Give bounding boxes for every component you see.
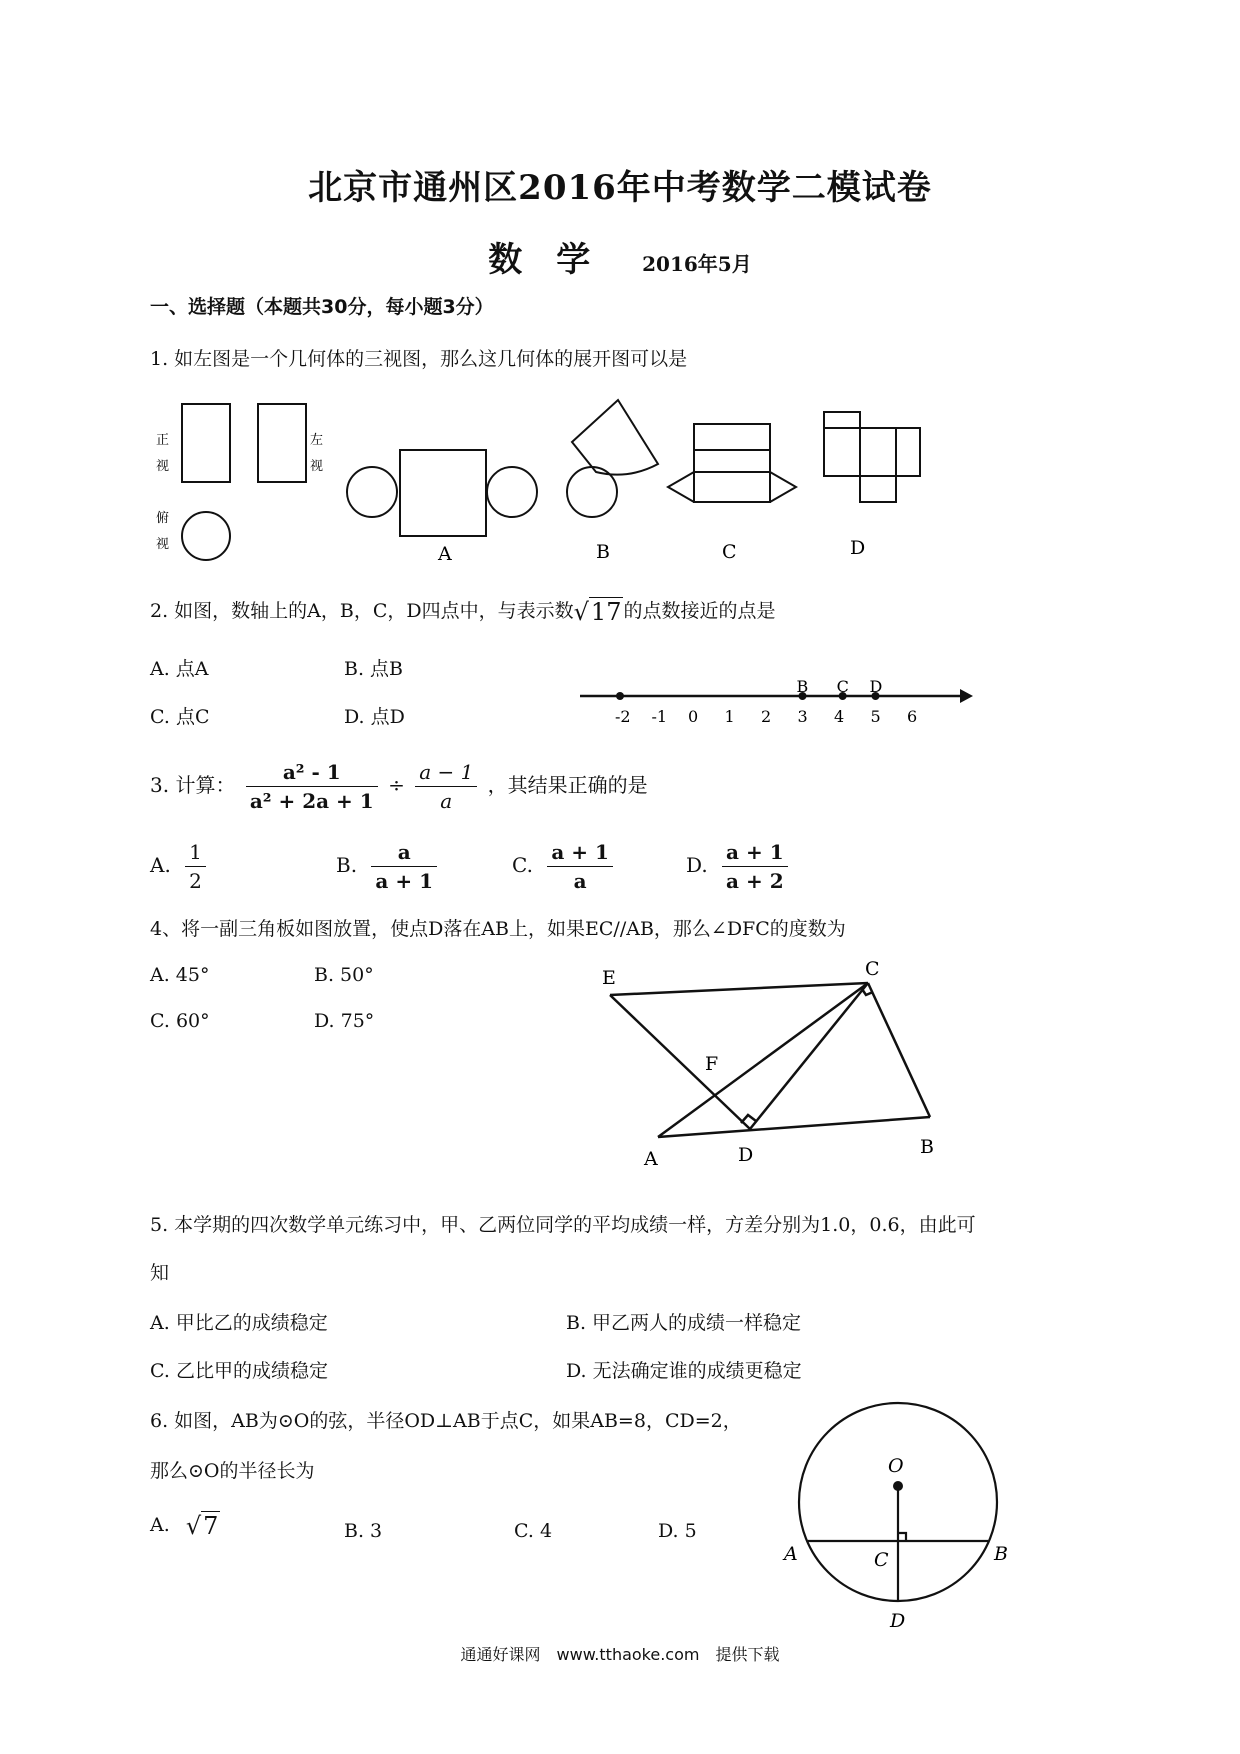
q3-option-c <box>512 840 617 893</box>
q3-opt-c-frac <box>547 840 613 893</box>
q3-opt-a-num: 1 <box>185 840 206 867</box>
view-front-label: 正视 <box>156 433 170 474</box>
q3-opt-a-frac <box>185 840 206 893</box>
page-title: 北京市通州区2016年中考数学二模试卷 <box>308 168 932 208</box>
side-view-rect <box>258 404 306 482</box>
q3-opt-d-frac <box>722 840 788 893</box>
q5-option-d: D. 无法确定谁的成绩更稳定 <box>566 1360 802 1382</box>
q1-figure <box>150 390 950 570</box>
q2-radicand: 17 <box>590 598 622 626</box>
q1-label-b: B <box>596 541 610 563</box>
q6-point-c: C <box>874 1549 889 1571</box>
q1-label-a: A <box>438 543 452 565</box>
q3-frac2-den: a <box>440 789 453 813</box>
q2-text-pre: 2. 如图，数轴上的A，B，C，D四点中，与表示数 <box>150 600 574 622</box>
q1-label-d: D <box>850 537 866 559</box>
subtitle <box>0 232 1240 281</box>
q3-frac1-den: a² + 2a + 1 <box>249 789 374 813</box>
axis-tick-label: -1 <box>651 707 668 724</box>
q3-option-d <box>686 840 792 893</box>
q4-point-f: F <box>705 1053 719 1075</box>
q6-figure <box>776 1390 1016 1630</box>
q3-opt-b-den: a + 1 <box>375 869 433 893</box>
q3-opt-a-den: 2 <box>189 869 202 893</box>
q3-opt-c-den: a <box>573 869 587 893</box>
q6-point-a: A <box>784 1543 798 1565</box>
q2-option-c: C. 点C <box>150 706 210 728</box>
q3-opt-b-label: B. <box>336 853 358 877</box>
q3-opt-d-den: a + 2 <box>726 869 784 893</box>
q3-frac1 <box>246 760 378 813</box>
q4-point-b: B <box>920 1136 934 1158</box>
axis-tick-label: 6 <box>907 707 918 724</box>
q2-text <box>150 596 775 626</box>
q6-text-line2: 那么⊙O的半径长为 <box>150 1460 315 1482</box>
q6-text-line1: 6. 如图，AB为⊙O的弦，半径OD⊥AB于点C，如果AB=8，CD=2， <box>150 1410 742 1432</box>
q3-option-a <box>150 840 210 893</box>
q3-expression <box>150 760 648 813</box>
point-a-marker <box>616 692 624 700</box>
q5-text-line2: 知 <box>150 1262 170 1284</box>
q5-option-b: B. 甲乙两人的成绩一样稳定 <box>566 1312 802 1334</box>
axis-tick-label: 3 <box>797 707 808 724</box>
point-label: C <box>836 677 849 696</box>
q3-suffix: ，其结果正确的是 <box>487 773 648 797</box>
q5-option-c: C. 乙比甲的成绩稳定 <box>150 1360 328 1382</box>
q3-opt-a-label: A. <box>150 853 171 877</box>
front-view-rect <box>182 404 230 482</box>
q4-point-d: D <box>738 1144 754 1165</box>
q2-option-d: D. 点D <box>344 706 405 728</box>
q3-option-b <box>336 840 441 893</box>
q4-option-b: B. 50° <box>314 964 374 986</box>
q6-opt-a-label: A. <box>150 1514 170 1536</box>
q3-opt-c-num: a + 1 <box>547 840 613 867</box>
exam-date: 2016年5月 <box>642 251 752 276</box>
q3-opt-d-num: a + 1 <box>722 840 788 867</box>
q5-option-a: A. 甲比乙的成绩稳定 <box>150 1312 328 1334</box>
axis-tick-label: 4 <box>834 707 845 724</box>
q3-frac2 <box>415 760 477 813</box>
q6-point-b: B <box>994 1543 1008 1565</box>
q4-option-d: D. 75° <box>314 1010 375 1032</box>
q4-point-e: E <box>602 967 616 989</box>
q3-frac1-num: a² - 1 <box>246 760 378 787</box>
q3-opt-c-label: C. <box>512 853 533 877</box>
point-label: B <box>796 677 809 696</box>
q6-option-a <box>150 1512 220 1540</box>
q3-opt-b-num: a <box>371 840 437 867</box>
q3-opt-d-label: D. <box>686 853 708 877</box>
subject-label: 数 学 <box>488 240 591 280</box>
axis-tick-label: 0 <box>688 707 699 724</box>
q4-option-c: C. 60° <box>150 1010 210 1032</box>
q6-point-o: O <box>888 1455 904 1477</box>
q1-label-c: C <box>722 541 737 563</box>
q6-opt-a-sqrt: √7 <box>185 1512 219 1540</box>
section-heading: 一、选择题（本题共30分，每小题3分） <box>150 296 494 318</box>
q4-text: 4、将一副三角板如图放置，使点D落在AB上，如果EC//AB，那么∠DFC的度数为 <box>150 918 846 940</box>
q4-figure <box>590 955 960 1165</box>
q5-text-line1: 5. 本学期的四次数学单元练习中，甲、乙两位同学的平均成绩一样，方差分别为1.0，0.6，由此可 <box>150 1214 976 1236</box>
q3-opt-b-frac <box>371 840 437 893</box>
number-line <box>575 676 975 724</box>
axis-tick-label: 5 <box>870 707 881 724</box>
q4-option-a: A. 45° <box>150 964 210 986</box>
axis-tick-label: 2 <box>761 707 772 724</box>
axis-tick-label: 1 <box>724 707 735 724</box>
q3-label: 3. 计算： <box>150 773 236 797</box>
q6-option-b: B. 3 <box>344 1520 383 1542</box>
q4-point-a: A <box>644 1148 658 1165</box>
point-label: D <box>869 677 883 696</box>
q3-div: ÷ <box>388 773 405 797</box>
top-view-circle <box>182 512 230 560</box>
q6-opt-a-radicand: 7 <box>203 1512 219 1540</box>
q2-option-b: B. 点B <box>344 658 404 680</box>
q2-option-a: A. 点A <box>150 658 209 680</box>
axis-tick-label: -2 <box>615 707 631 724</box>
q2-sqrt: √17 <box>573 598 622 626</box>
q2-text-post: 的点数接近的点是 <box>623 600 776 622</box>
q1-text: 1. 如左图是一个几何体的三视图，那么这几何体的展开图可以是 <box>150 348 688 370</box>
q4-point-c: C <box>865 958 880 980</box>
q3-frac2-num: a − 1 <box>415 760 477 787</box>
q6-option-d: D. 5 <box>658 1520 697 1542</box>
q6-point-d: D <box>890 1610 906 1630</box>
view-top-label: 俯视 <box>156 511 170 552</box>
q6-option-c: C. 4 <box>514 1520 553 1542</box>
footer-credit: 通通好课网 www.tthaoke.com 提供下载 <box>460 1645 780 1664</box>
view-side-label: 左视 <box>310 433 324 474</box>
